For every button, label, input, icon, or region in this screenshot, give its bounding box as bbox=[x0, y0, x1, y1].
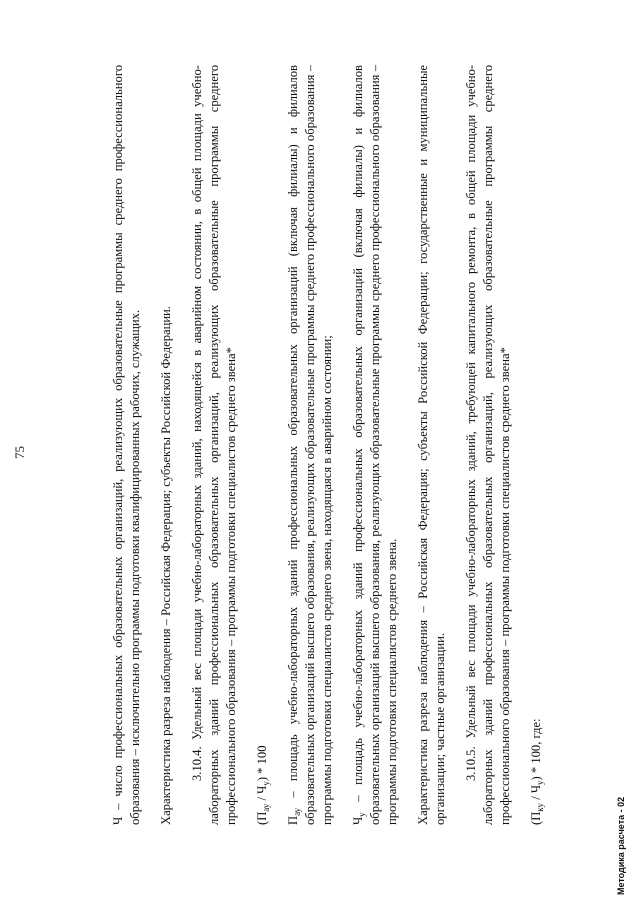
formula-part: ) * 100 bbox=[255, 745, 269, 782]
variable-symbol: П bbox=[286, 815, 300, 825]
variable-symbol: Ч bbox=[351, 816, 365, 825]
definition-text: – площадь учебно-лабораторных зданий профессиональных образовательных организаций (включая филиалы) и филиалов образовательных организаций высшего образования, реализующих образовательные программы среднего профессионального образования – программы подготовки специалистов среднего звена, находящаяся в аварийном состоянии; bbox=[286, 65, 334, 825]
formula-3-10-4 bbox=[254, 65, 271, 825]
formula-part: ) * 100, где: bbox=[529, 718, 543, 781]
formula-subscript: ку bbox=[535, 802, 545, 812]
formula-subscript: у bbox=[535, 780, 545, 785]
formula-part: (П bbox=[255, 811, 269, 825]
document-body bbox=[110, 65, 559, 825]
section-3-10-4-heading: 3.10.4. Удельный вес площади учебно-лабораторных зданий, находящейся в аварийном состоянии, в общей площади учебно-лабораторных зданий профессиональных образовательных организаций, реализующих образовательные программы среднего профессионального образования – программы подготовки специалистов среднего звена* bbox=[190, 65, 238, 825]
variable-subscript: ау bbox=[292, 807, 302, 816]
page-number: 75 bbox=[12, 446, 27, 459]
section-3-10-5-heading: 3.10.5. Удельный вес площади учебно-лабораторных зданий, требующей капитального ремонта, в общей площади учебно-лабораторных зданий профессиональных образовательных организаций, реализующих образовательные программы среднего профессионального образования – программы подготовки специалистов среднего звена* bbox=[464, 65, 512, 825]
paragraph-ch-definition: Ч – число профессиональных образовательных организаций, реализующих образовательные программы среднего профессионального образования – исключительно программы подготовки квалифицированных рабочих, служащих. bbox=[111, 65, 142, 825]
formula-subscript: ау bbox=[261, 803, 271, 812]
paragraph-pay-definition bbox=[285, 65, 336, 825]
formula-part: / Ч bbox=[255, 785, 269, 804]
variable-subscript: у bbox=[357, 812, 367, 817]
formula-subscript: у bbox=[261, 781, 271, 786]
formula-part: / Ч bbox=[529, 784, 543, 803]
paragraph-chy-definition bbox=[350, 65, 401, 825]
definition-text: – площадь учебно-лабораторных зданий профессиональных образовательных организаций (включая филиалы) и филиалов образовательных организаций высшего образования, реализующих образовательные программы среднего профессионального образования – программы подготовки специалистов среднего звена. bbox=[351, 65, 399, 825]
formula-part: (П bbox=[529, 811, 543, 825]
paragraph-observation-breakdown-1: Характеристика разреза наблюдения – Российская Федерация; субъекты Российской Федерации. bbox=[159, 306, 173, 825]
formula-3-10-5 bbox=[528, 65, 545, 825]
paragraph-observation-breakdown-2: Характеристика разреза наблюдения – Российская Федерация; субъекты Российской Федерации; государственные и муниципальные организации; частные организации. bbox=[416, 65, 447, 825]
footer-mark: Методика расчета - 02 bbox=[616, 796, 626, 895]
